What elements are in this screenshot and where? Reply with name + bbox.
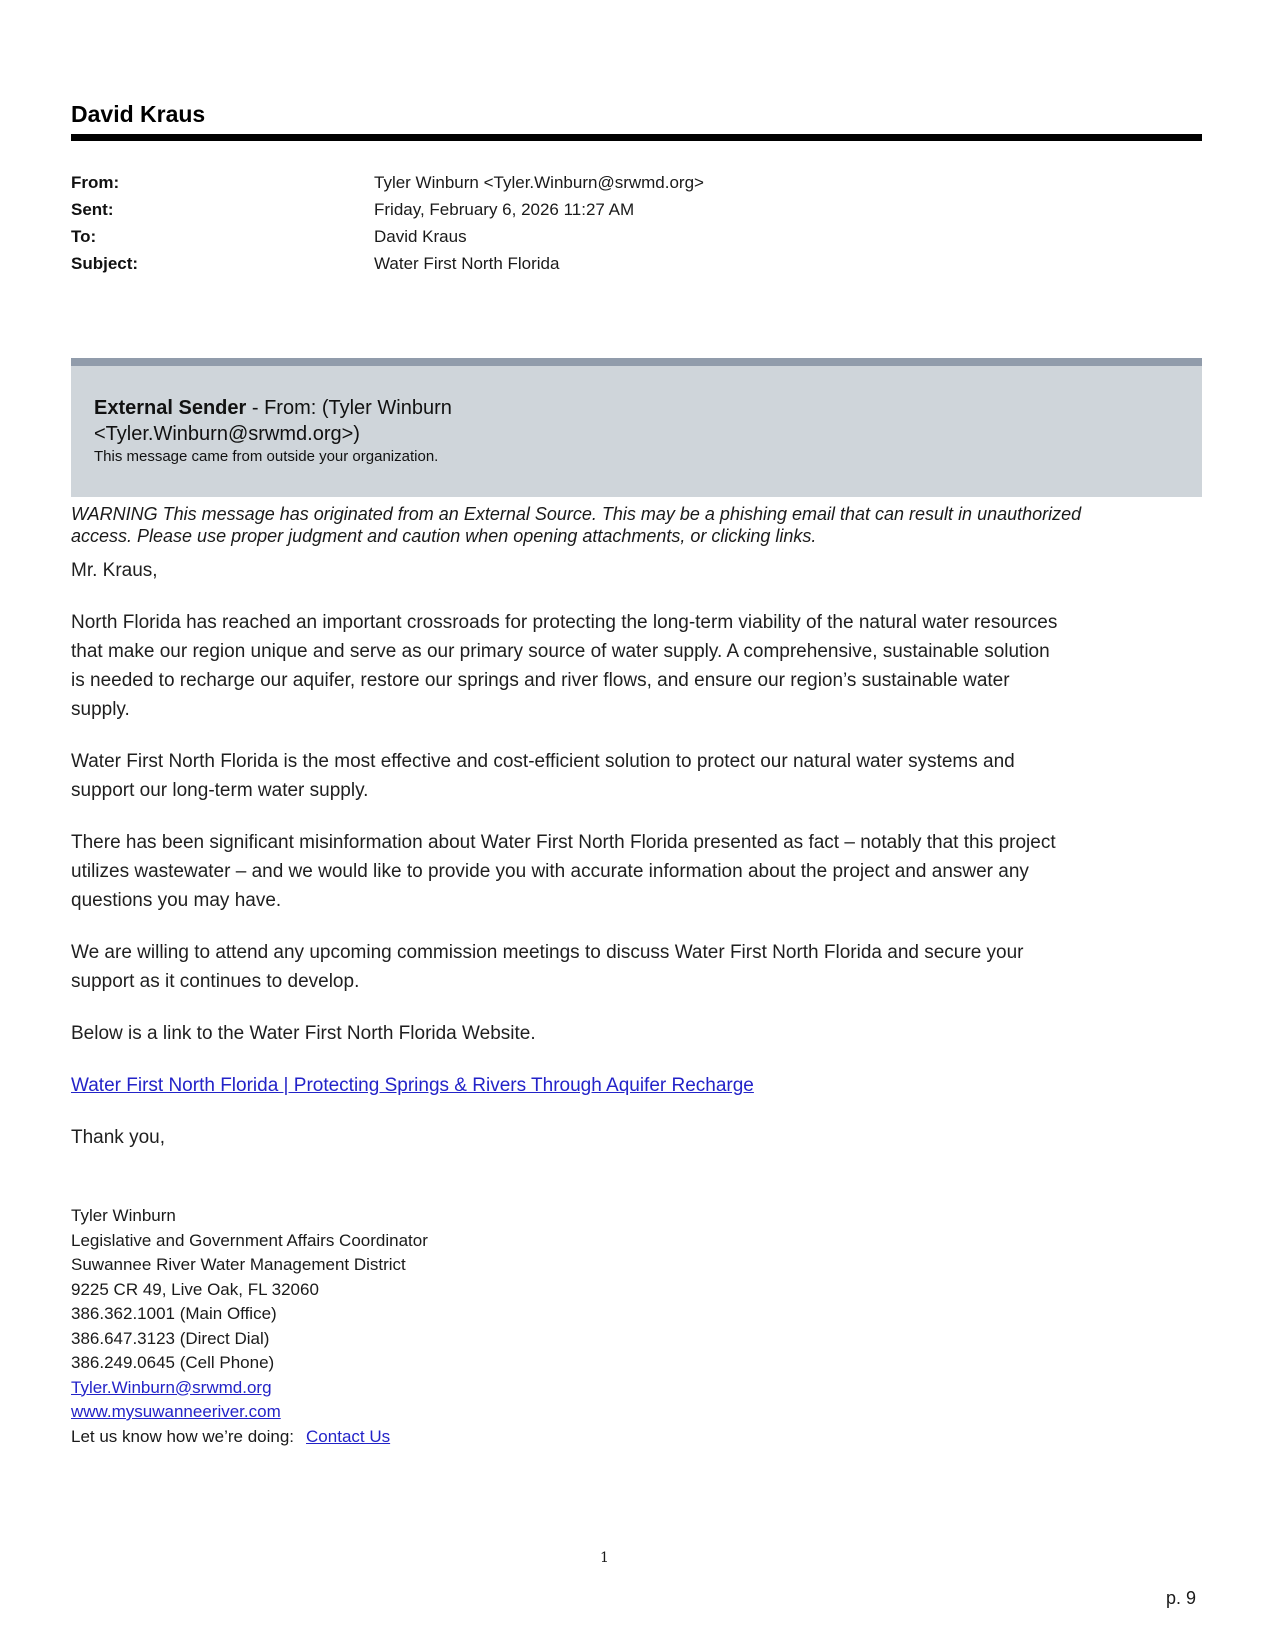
meta-label-subject: Subject: [71,254,139,273]
signature-phone-main: 386.362.1001 (Main Office) [71,1304,277,1323]
body-paragraph-3: There has been significant misinformation about Water First North Florida presented as fact – notably that this project utilizes wastewater – and we would like to provide you with accurate information about the project and answer any questions you may have. [71,832,1056,911]
body-paragraph-4: We are willing to attend any upcoming commission meetings to discuss Water First North Florida and secure your support as it continues to develop. [71,942,1024,992]
body-paragraph-2: Water First North Florida is the most effective and cost-efficient solution to protect our natural water systems and support our long-term water supply. [71,751,1015,801]
contact-us-link[interactable]: Contact Us [306,1426,391,1446]
water-first-website-link[interactable]: Water First North Florida | Protecting Springs & Rivers Through Aquifer Recharge [71,1075,754,1096]
heading-rule [71,134,1202,141]
meta-value-subject: Water First North Florida [374,254,560,273]
meta-row-sent [71,196,1202,223]
closing: Thank you, [71,1127,165,1148]
salutation: Mr. Kraus, [71,560,158,581]
meta-value-sent: Friday, February 6, 2026 11:27 AM [374,200,635,219]
body-paragraph-5: Below is a link to the Water First North Florida Website. [71,1023,536,1044]
signature-phone-direct: 386.647.3123 (Direct Dial) [71,1328,270,1348]
feedback-line [71,1425,1202,1450]
banner-body [71,366,1202,497]
external-sender-banner [71,358,1202,497]
signature-address: 9225 CR 49, Live Oak, FL 32060 [71,1279,319,1299]
meta-row-from [71,169,1202,196]
banner-top-strip [71,358,1202,366]
body-paragraph-1: North Florida has reached an important crossroads for protecting the long-term viability of the natural water resources that make our region unique and serve as our primary source of water supply. A comprehensive, sustainable solution is needed to recharge our aquifer, restore our springs and river flows, and ensure our region’s sustainable water supply. [71,612,1058,720]
meta-row-to [71,223,1202,250]
page-label: p. 9 [1166,1588,1197,1608]
signature-website-line [71,1400,1202,1425]
banner-title-rest: - From: (Tyler Winburn <Tyler.Winburn@srwmd.org>) [94,397,452,445]
feedback-text: Let us know how we’re doing: [71,1426,295,1446]
meta-value-to: David Kraus [374,227,467,246]
signature-website-link[interactable]: www.mysuwanneeriver.com [71,1402,281,1421]
meta-row-subject [71,250,1202,277]
banner-title [94,395,544,447]
email-meta-block [71,169,1202,277]
signature-name: Tyler Winburn [71,1206,176,1225]
website-link-line [71,1071,1202,1100]
meta-label-from: From: [71,173,120,192]
phishing-warning: WARNING This message has originated from an External Source. This may be a phishing email that can result in unauthorized access. Please use proper judgment and caution when opening attachments, or clicking links. [71,504,1082,546]
meta-label-to: To: [71,227,97,246]
recipient-heading: David Kraus [71,101,206,127]
page-number: 1 [600,1550,609,1566]
meta-label-sent: Sent: [71,200,114,219]
banner-subtitle: This message came from outside your organization. [94,448,439,465]
page-content [71,0,1202,1449]
email-body [71,556,1202,1152]
banner-title-bold: External Sender [94,397,247,419]
meta-value-from: Tyler Winburn <Tyler.Winburn@srwmd.org> [374,173,704,192]
signature-organization: Suwannee River Water Management District [71,1255,406,1274]
signature-title: Legislative and Government Affairs Coordinator [71,1230,428,1250]
signature-block [71,1204,1202,1449]
signature-email-link[interactable]: Tyler.Winburn@srwmd.org [71,1377,272,1397]
signature-phone-cell: 386.249.0645 (Cell Phone) [71,1353,275,1372]
signature-email-line [71,1376,1202,1401]
